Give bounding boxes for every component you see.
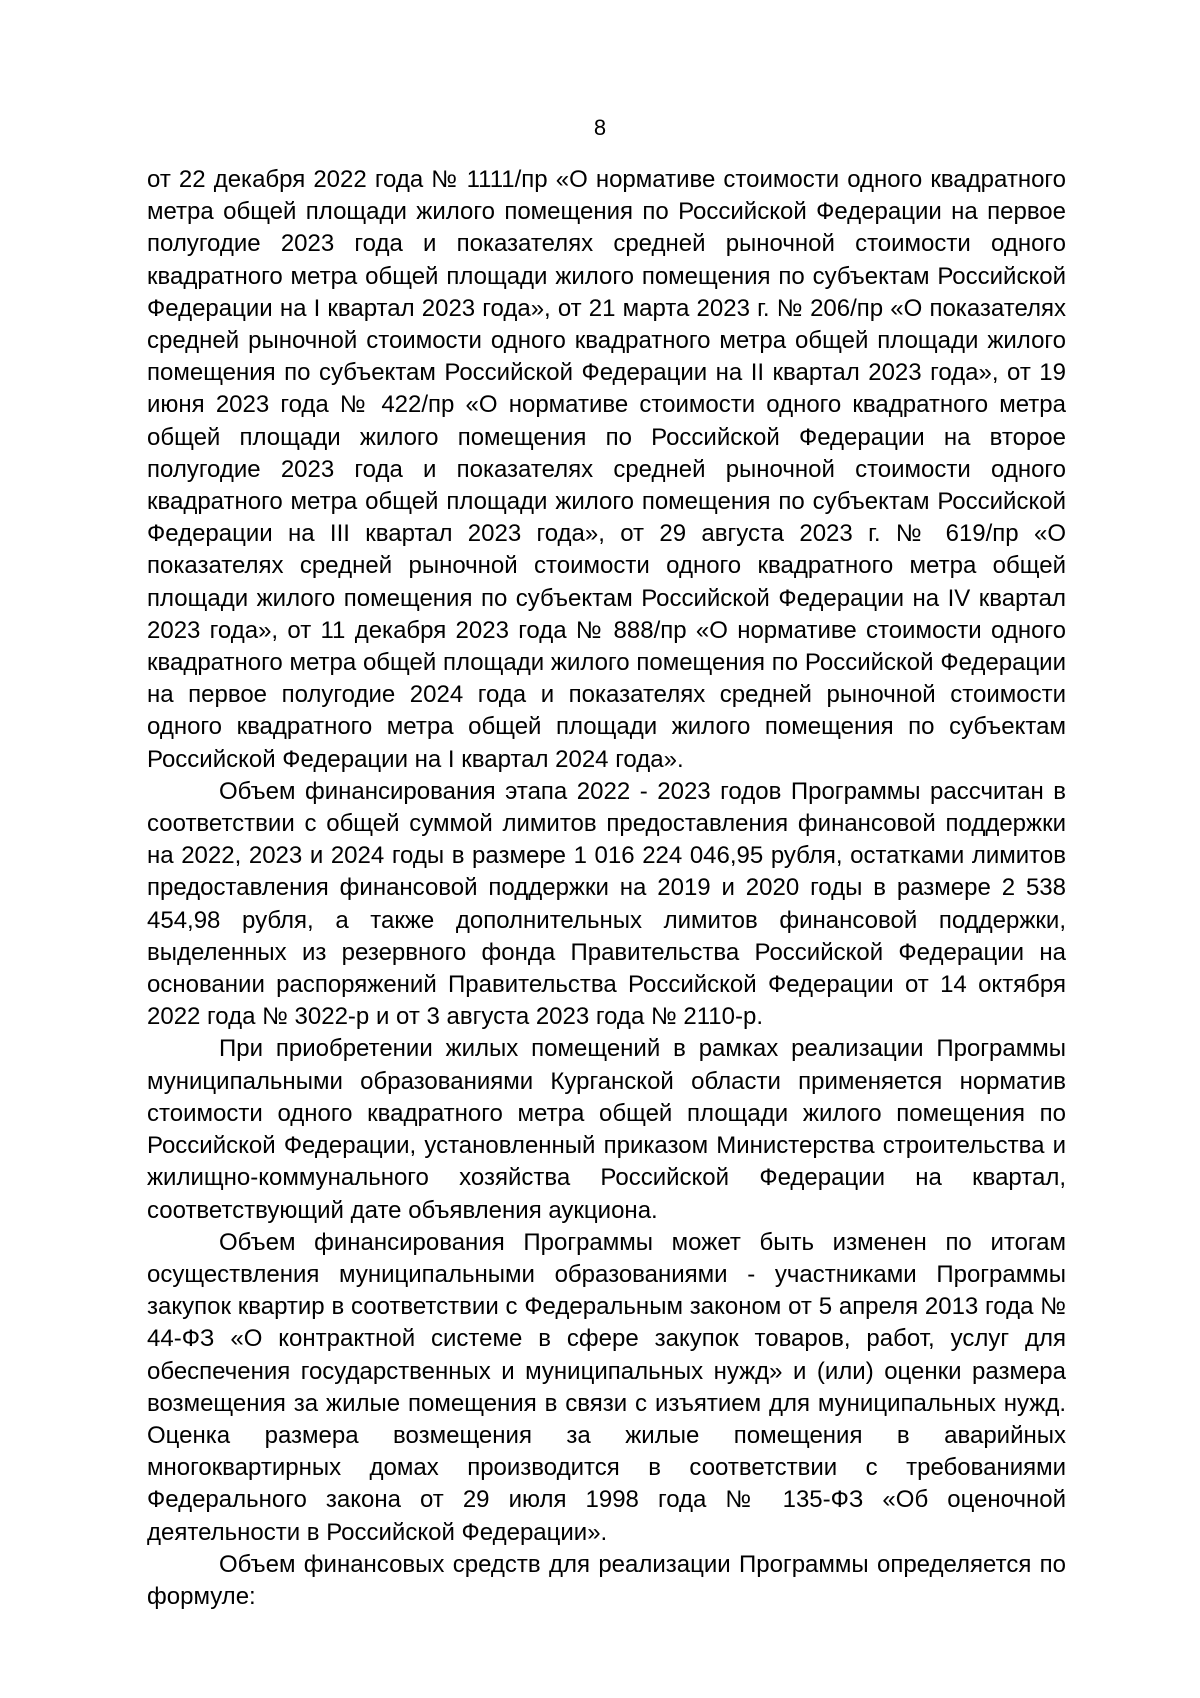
- paragraph-continuation: от 22 декабря 2022 года № 1111/пр «О нормативе стоимости одного квадратного метра общей площади жилого помещения по Российской Федерации на первое полугодие 2023 года и показателях средней рыночной стоимости одного квадратного метра общей площади жилого помещения по субъектам Российской Федерации на I квартал 2023 года», от 21 марта 2023 г. № 206/пр «О показателях средней рыночной стоимости одного квадратного метра общей площади жилого помещения по субъектам Российской Федерации на II квартал 2023 года», от 19 июня 2023 года № 422/пр «О нормативе стоимости одного квадратного метра общей площади жилого помещения по Российской Федерации на второе полугодие 2023 года и показателях средней рыночной стоимости одного квадратного метра общей площади жилого помещения по субъектам Российской Федерации на III квартал 2023 года», от 29 августа 2023 г. № 619/пр «О показателях средней рыночной стоимости одного квадратного метра общей площади жилого помещения по субъектам Российской Федерации на IV квартал 2023 года», от 11 декабря 2023 года № 888/пр «О нормативе стоимости одного квадратного метра общей площади жилого помещения по Российской Федерации на первое полугодие 2024 года и показателях средней рыночной стоимости одного квадратного метра общей площади жилого помещения по субъектам Российской Федерации на I квартал 2024 года».: [147, 166, 1066, 773]
- paragraph-financing-volume: Объем финансирования этапа 2022 - 2023 годов Программы рассчитан в соответствии с общей суммой лимитов предоставления финансовой поддержки на 2022, 2023 и 2024 годы в размере 1 016 224 046,95 рубля, остатками лимитов предоставления финансовой поддержки на 2019 и 2020 годы в размере 2 538 454,98 рубля, а также дополнительных лимитов финансовой поддержки, выделенных из резервного фонда Правительства Российской Федерации на основании распоряжений Правительства Российской Федерации от 14 октября 2022 года № 3022-р и от 3 августа 2023 года № 2110-р.: [147, 777, 1066, 1031]
- document-body: [147, 164, 1066, 1613]
- paragraph-purchase-standard: При приобретении жилых помещений в рамках реализации Программы муниципальными образованиями Курганской области применяется норматив стоимости одного квадратного метра общей площади жилого помещения по Российской Федерации, установленный приказом Министерства строительства и жилищно-коммунального хозяйства Российской Федерации на квартал, соответствующий дате объявления аукциона.: [147, 1035, 1066, 1224]
- page-number: 8: [593, 115, 607, 140]
- paragraph-formula-intro: Объем финансовых средств для реализации Программы определяется по формуле:: [147, 1550, 1066, 1610]
- paragraph-financing-changes: Объем финансирования Программы может быть изменен по итогам осуществления муниципальными образованиями - участниками Программы закупок квартир в соответствии с Федеральным законом от 5 апреля 2013 года № 44-ФЗ «О контрактной системе в сфере закупок товаров, работ, услуг для обеспечения государственных и муниципальных нужд» и (или) оценки размера возмещения за жилые помещения в связи с изъятием для муниципальных нужд. Оценка размера возмещения за жилые помещения в аварийных многоквартирных домах производится в соответствии с требованиями Федерального закона от 29 июля 1998 года № 135-ФЗ «Об оценочной деятельности в Российской Федерации».: [147, 1228, 1066, 1546]
